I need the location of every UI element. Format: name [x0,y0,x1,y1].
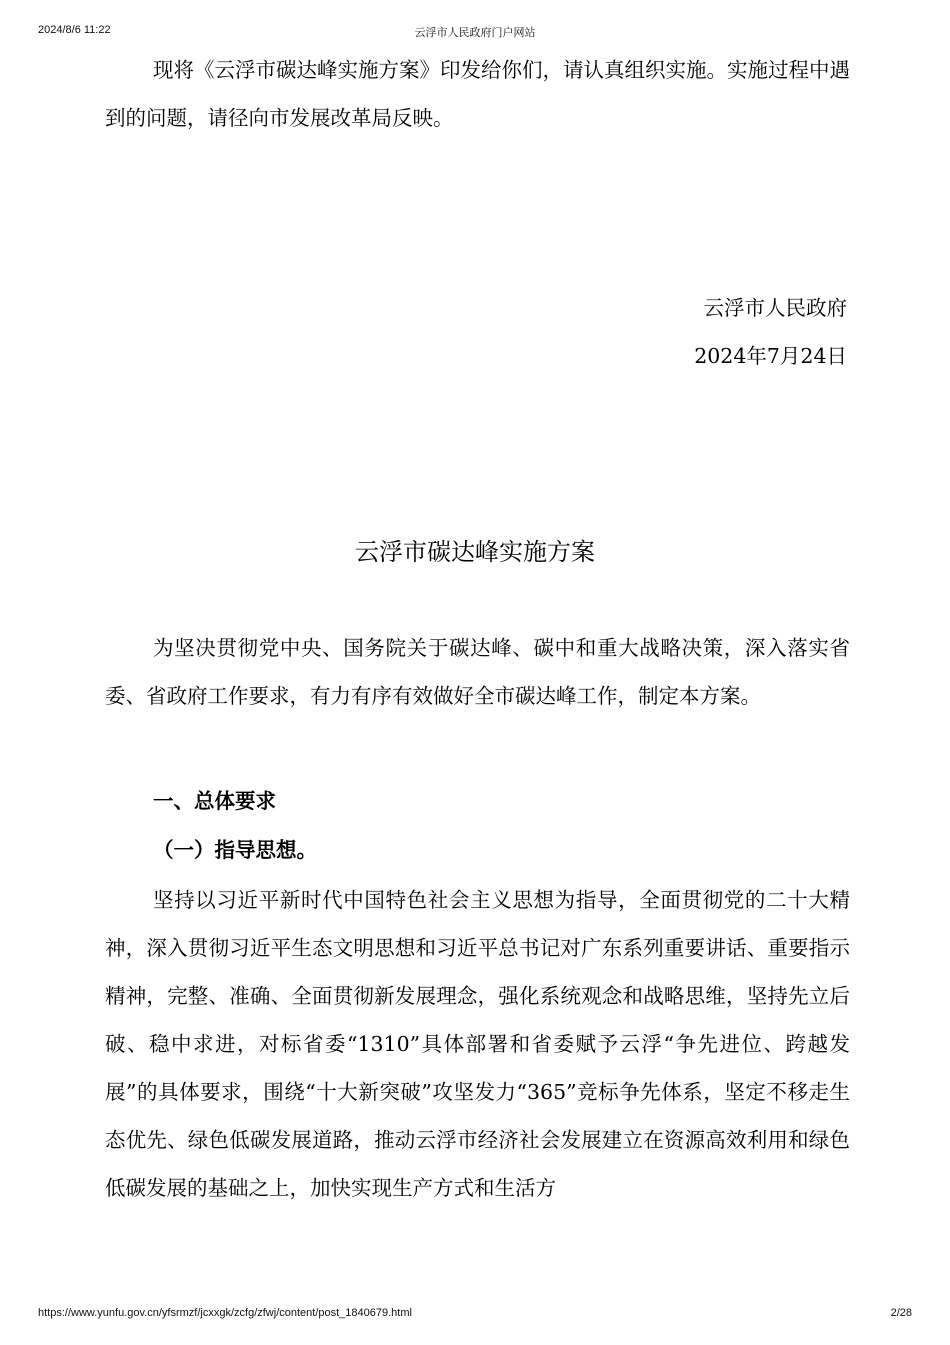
notice-paragraph: 现将《云浮市碳达峰实施方案》印发给你们，请认真组织实施。实施过程中遇到的问题，请径向市发展改革局反映。 [105,58,850,130]
print-site-title: 云浮市人民政府门户网站 [414,27,536,39]
print-datetime: 2024/8/6 11:22 [38,24,111,36]
plan-intro-paragraph: 为坚决贯彻党中央、国务院关于碳达峰、碳中和重大战略决策，深入落实省委、省政府工作要求，有力有序有效做好全市碳达峰工作，制定本方案。 [105,636,850,708]
guiding-ideology-paragraph: 坚持以习近平新时代中国特色社会主义思想为指导，全面贯彻党的二十大精神，深入贯彻习近平生态文明思想和习近平总书记对广东系列重要讲话、重要指示精神，完整、准确、全面贯彻新发展理念，强化系统观念和战略思维，坚持先立后破、稳中求进，对标省委“1310”具体部署和省委赋予云浮“争先进位、跨越发展”的具体要求，围绕“十大新突破”攻坚发力“365”竞标争先体系，坚定不移走生态优先、绿色低碳发展道路，推动云浮市经济社会发展建立在资源高效利用和绿色低碳发展的基础之上，加快实现生产方式和生活方 [105,888,850,1200]
section-heading-general-requirements: 一、总体要求 [153,789,276,813]
plan-title: 云浮市碳达峰实施方案 [355,538,595,566]
page-url: https://www.yunfu.gov.cn/yfsrmzf/jcxxgk/zcfg/zfwj/content/post_1840679.html [38,1307,412,1319]
page-number: 2/28 [890,1307,912,1319]
issuer-name: 云浮市人民政府 [703,296,847,320]
issue-date: 2024年7月24日 [694,344,847,368]
subsection-heading-guiding-ideology: （一）指导思想。 [153,838,317,862]
